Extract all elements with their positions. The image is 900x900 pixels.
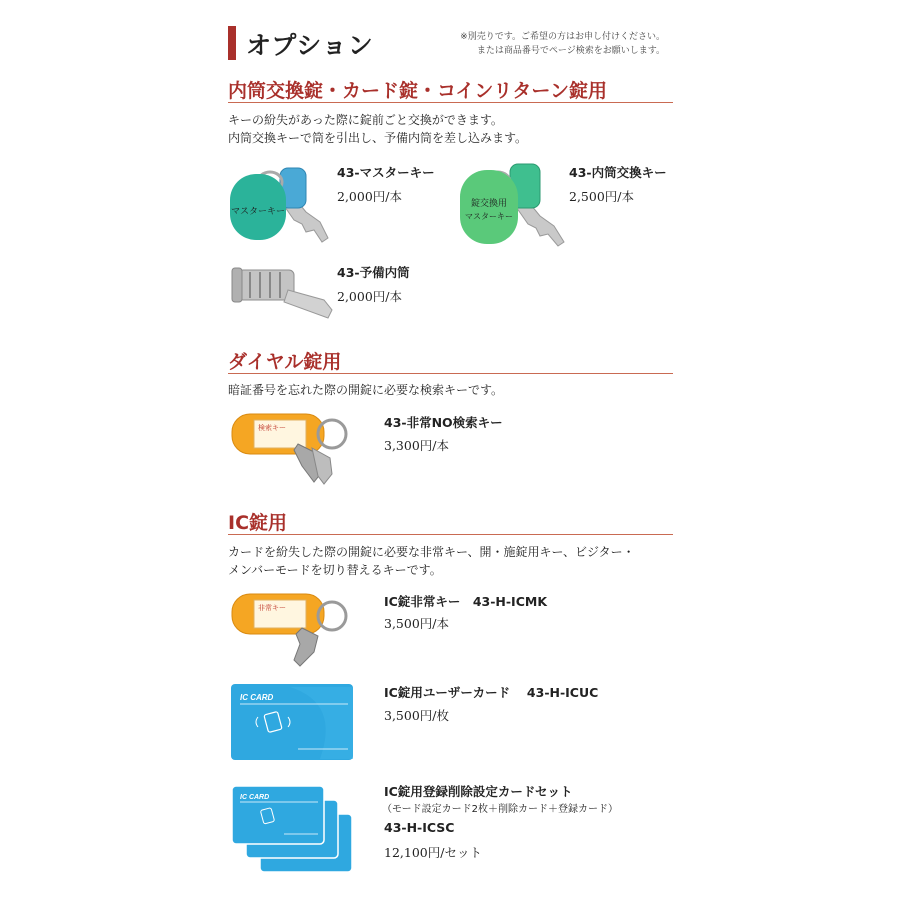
title-accent-bar: [228, 26, 236, 60]
exchange-key-tag-label-2: マスターキー: [465, 212, 513, 221]
product-name-exchange-key: 43-内筒交換キー: [569, 165, 667, 180]
product-price-ic-card-set: 12,100円/セット: [384, 845, 482, 860]
note-line-2: または商品番号でページ検索をお願いします。: [476, 46, 665, 56]
desc-line: キーの紛失があった際に錠前ごと交換ができます。: [228, 113, 503, 127]
master-key-image: [228, 160, 338, 245]
section-heading-cylinder: 内筒交換錠・カード錠・コインリターン錠用: [228, 80, 608, 102]
ic-user-card-label: IC CARD: [240, 693, 274, 702]
product-name-ic-emergency-key: IC錠非常キー 43-H-ICMK: [384, 594, 548, 609]
exchange-key-tag-label-1: 錠交換用: [470, 199, 508, 209]
product-name-search-key: 43-非常NO検索キー: [384, 415, 503, 430]
desc-line: カードを紛失した際の開錠に必要な非常キー、開・施錠用キー、ビジター・: [228, 545, 635, 559]
ic-emergency-key-tag-label: 非常キー: [258, 604, 286, 612]
section-heading-ic: IC錠用: [228, 512, 288, 534]
product-price-ic-user-card: 3,500円/枚: [384, 708, 449, 723]
product-name-spare-cylinder: 43-予備内筒: [337, 265, 410, 280]
ic-user-card-image: [230, 683, 356, 763]
section-divider: [228, 102, 673, 103]
section-divider: [228, 373, 673, 374]
page-title: オプション: [246, 31, 374, 60]
product-price-ic-emergency-key: 3,500円/本: [384, 616, 449, 631]
section-desc-dial: [228, 381, 503, 399]
product-price-search-key: 3,300円/本: [384, 438, 449, 453]
product-name-ic-card-set: IC錠用登録削除設定カードセット: [384, 784, 573, 799]
product-name-ic-user-card: IC錠用ユーザーカード 43-H-ICUC: [384, 685, 599, 700]
product-subtitle-ic-card-set: （モード設定カード2枚＋削除カード＋登録カード）: [382, 804, 618, 815]
product-name-master-key: 43-マスターキー: [337, 165, 435, 180]
master-key-tag-label: マスターキー: [230, 207, 286, 217]
ic-emergency-key-image: [228, 590, 353, 670]
search-key-tag-label: 検索キー: [258, 424, 286, 432]
product-price-exchange-key: 2,500円/本: [569, 189, 634, 204]
exchange-key-image: [458, 160, 570, 250]
desc-line: メンバーモードを切り替えるキーです。: [228, 563, 442, 577]
product-code-ic-card-set: 43-H-ICSC: [384, 820, 455, 835]
note-line-1: ※別売りです。ご希望の方はお申し付けください。: [460, 32, 665, 42]
header-note: [420, 30, 665, 58]
ic-card-set-image: [228, 782, 356, 874]
desc-line: 暗証番号を忘れた際の開錠に必要な検索キーです。: [228, 383, 504, 397]
desc-line: 内筒交換キーで筒を引出し、予備内筒を差し込みます。: [228, 131, 528, 145]
section-desc-ic: [228, 543, 635, 579]
ic-card-set-label: IC CARD: [240, 794, 270, 801]
section-desc-cylinder: [228, 111, 527, 147]
product-price-spare-cylinder: 2,000円/本: [337, 289, 402, 304]
product-price-master-key: 2,000円/本: [337, 189, 402, 204]
section-heading-dial: ダイヤル錠用: [228, 351, 342, 373]
search-key-image: [228, 410, 353, 492]
spare-cylinder-image: [228, 262, 338, 324]
section-divider: [228, 534, 673, 535]
